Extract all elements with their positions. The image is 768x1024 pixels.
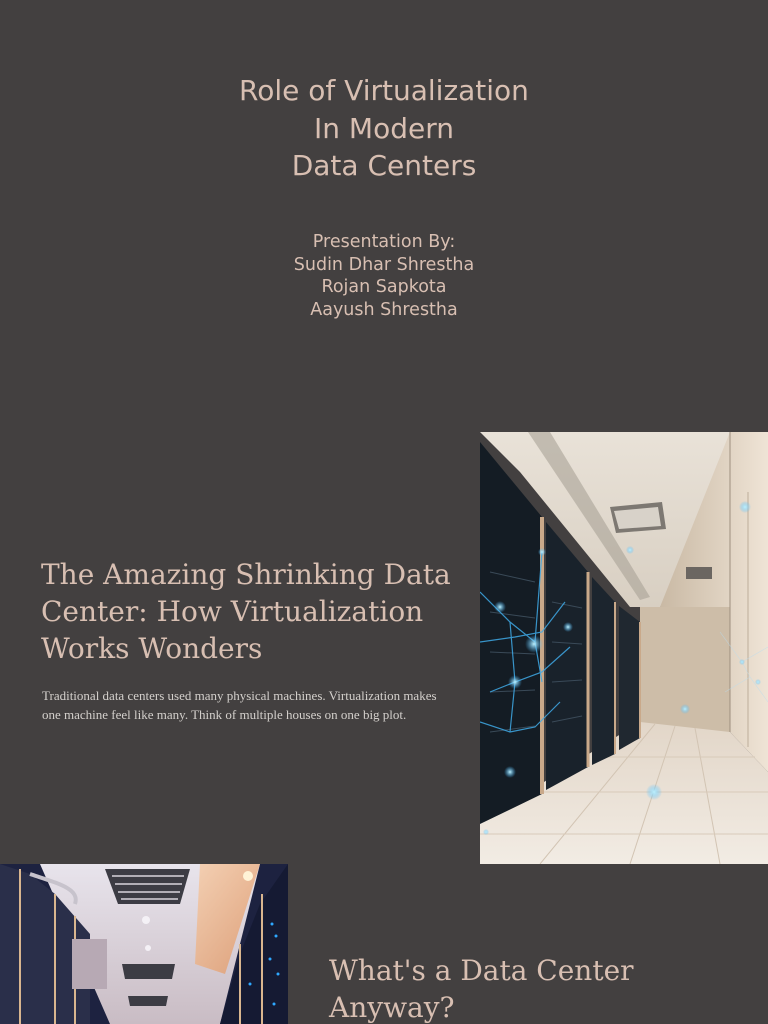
what-is-data-center-slide (0, 864, 768, 1024)
server-aisle-image (0, 864, 288, 1024)
presenters-label: Presentation By: (312, 232, 456, 252)
presenter-name: Rojan Sapkota (321, 277, 447, 297)
slide-heading: What's a Data Center Anyway? (329, 954, 634, 1024)
slide-heading: The Amazing Shrinking Data Center: How Virtualization Works Wonders (41, 558, 451, 665)
title-line-3: Data Centers (291, 149, 477, 182)
shrinking-data-center-slide (0, 432, 768, 864)
title-slide (0, 0, 768, 432)
presenter-name: Aayush Shrestha (310, 299, 458, 320)
presentation-title (0, 72, 768, 185)
title-line-2: In Modern (314, 111, 454, 145)
presenters-block (0, 231, 768, 321)
presenter-name: Sudin Dhar Shrestha (293, 254, 475, 275)
title-line-1: Role of Virtualization (239, 74, 529, 107)
server-room-corridor-image (480, 432, 768, 864)
slide-body-text: Traditional data centers used many physical machines. Virtualization makes one machine feel like many. Think of multiple houses on one big plot. (42, 688, 437, 722)
